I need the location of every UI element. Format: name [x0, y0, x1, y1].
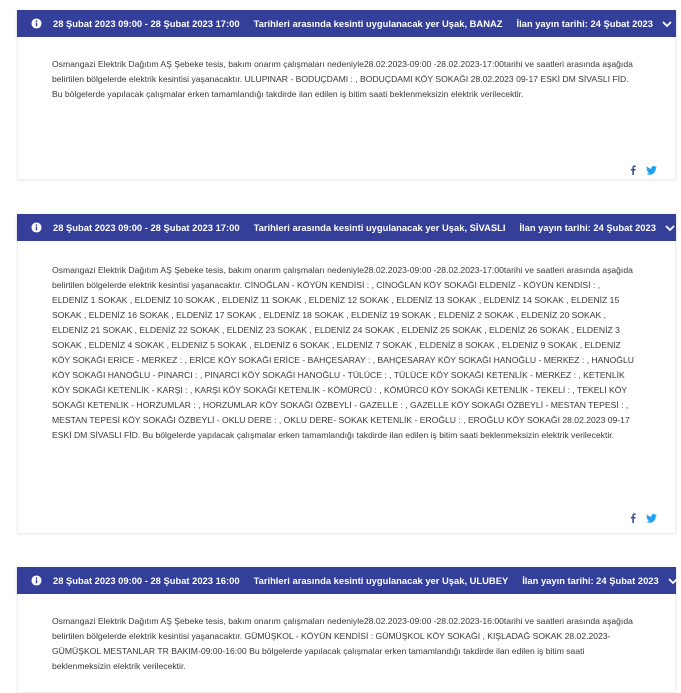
notice-location: Tarihleri arasında kesinti uygulanacak yer Uşak, ULUBEY: [253, 575, 509, 586]
twitter-icon[interactable]: [646, 166, 657, 175]
chevron-down-icon[interactable]: [664, 222, 676, 234]
notice-header-toggle[interactable]: [17, 10, 676, 37]
outage-notice-card: [17, 567, 676, 693]
facebook-icon[interactable]: [630, 513, 636, 523]
notice-header-toggle[interactable]: [17, 214, 676, 241]
notice-published-date: İlan yayın tarihi: 24 Şubat 2023: [522, 575, 659, 586]
chevron-down-icon[interactable]: [667, 575, 679, 587]
outage-notice-card: [17, 10, 676, 180]
notice-text: Osmangazi Elektrik Dağıtım AŞ Şebeke tesis, bakım onarım çalışmaları nedeniyle28.02.2023-09:00 -28.02.2023-17:00tarihi ve saatleri arasında aşağıda belirtilen bölgelerde elektrik kesintisi yaşanacaktır. CİNOĞLAN - KÖYÜN KENDİSİ : , CİNOĞLAN KÖY SOKAĞI ELDENİZ - KÖYÜN KENDİSİ : , ELDENİZ 1 SOKAK , ELDENİZ 10 SOKAK , ELDENİZ 11 SOKAK , ELDENİZ 12 SOKAK , ELDENİZ 13 SOKAK , ELDENİZ 14 SOKAK , ELDENİZ 15 SOKAK , ELDENİZ 16 SOKAK , ELDENİZ 17 SOKAK , ELDENİZ 18 SOKAK , ELDENİZ 19 SOKAK , ELDENİZ 2 SOKAK , ELDENİZ 20 SOKAK , ELDENİZ 21 SOKAK , ELDENİZ 22 SOKAK , ELDENİZ 23 SOKAK , ELDENİZ 24 SOKAK , ELDENİZ 25 SOKAK , ELDENİZ 26 SOKAK , ELDENİZ 3 SOKAK , ELDENİZ 4 SOKAK , ELDENİZ 5 SOKAK , ELDENİZ 6 SOKAK , ELDENİZ 7 SOKAK , ELDENİZ 8 SOKAK , ELDENİZ 9 SOKAK , ELDENİZ KÖY SOKAĞI ERİCE - MERKEZ : , ERİCE KÖY SOKAĞI ERİCE - BAHÇESARAY : , BAHÇESARAY KÖY SOKAĞI HANOĞLU - MERKEZ : , HANOĞLU KÖY SOKAĞI HANOĞLU - PINARCI : , PINARCI KÖY SOKAĞI HANOĞLU - TÜLÜCE : , TÜLÜCE KÖY SOKAĞI KETENLİK - MERKEZ : , KETENLİK KÖY SOKAĞI KETENLİK - KARŞI : , KARŞI KÖY SOKAĞI KETENLİK - KÖMÜRCÜ : , KÖMÜRCÜ KÖY SOKAĞI KETENLİK - TEKELİ : , TEKELİ KÖY SOKAĞI KETENLİK - HORZUMLAR : , HORZUMLAR KÖY SOKAĞI ÖZBEYLİ - GAZELLE : , GAZELLE KÖY SOKAĞI ÖZBEYLİ - MESTAN TEPESİ : , MESTAN TEPESİ KÖY SOKAĞI ÖZBEYLİ - OKLU DERE : , OKLU DERE- SOKAK KETENLİK - EROĞLU : , EROĞLU KÖY SOKAĞI 28.02.2023 09-17 ESKİ DM SİVASLI FİD. Bu bölgelerde yapılacak çalışmalar erken tamamlandığı takdirde ilan edilen iş bitim saati beklenmeksizin elektrik verilecektir.: [52, 265, 634, 440]
outage-notice-card: [17, 214, 676, 534]
notice-published-date: İlan yayın tarihi: 24 Şubat 2023: [516, 18, 653, 29]
share-bar: [630, 165, 657, 175]
chevron-down-icon[interactable]: [661, 18, 673, 30]
notice-text: Osmangazi Elektrik Dağıtım AŞ Şebeke tesis, bakım onarım çalışmaları nedeniyle28.02.2023-09:00 -28.02.2023-16:00tarihi ve saatleri arasında aşağıda belirtilen bölgelerde elektrik kesintisi yaşanacaktır. GÜMÜŞKOL - KÖYÜN KENDİSİ : GÜMÜŞKOL KÖY SOKAĞI , KIŞLADAĞ SOKAK 28.02.2023-GÜMÜŞKOL MESTANLAR TR BAKIM-09:00-16:00 Bu bölgelerde yapılacak çalışmalar erken tamamlandığı takdirde ilan edilen iş bitim saati beklenmeksizin elektrik verilecektir.: [52, 616, 633, 671]
info-icon: [31, 222, 42, 233]
notice-body: [17, 241, 676, 534]
notice-text: Osmangazi Elektrik Dağıtım AŞ Şebeke tesis, bakım onarım çalışmaları nedeniyle28.02.2023-09:00 -28.02.2023-17:00tarihi ve saatleri arasında aşağıda belirtilen bölgelerde elektrik kesintisi yaşanacaktır. ULUPINAR - BODUÇDAMI : , BODUÇDAMI KÖY SOKAĞI 28.02.2023 09-17 ESKİ DM SİVASLI FİD. Bu bölgelerde yapılacak çalışmalar erken tamamlandığı takdirde ilan edilen iş bitim saati beklenmeksizin elektrik verilecektir.: [52, 59, 633, 99]
notice-date-range: 28 Şubat 2023 09:00 - 28 Şubat 2023 17:00: [53, 222, 240, 233]
notice-header-toggle[interactable]: [17, 567, 676, 594]
notice-date-range: 28 Şubat 2023 09:00 - 28 Şubat 2023 16:00: [53, 575, 240, 586]
twitter-icon[interactable]: [646, 514, 657, 523]
info-icon: [31, 18, 42, 29]
notice-date-range: 28 Şubat 2023 09:00 - 28 Şubat 2023 17:00: [53, 18, 240, 29]
facebook-icon[interactable]: [630, 165, 636, 175]
notice-location: Tarihleri arasında kesinti uygulanacak yer Uşak, BANAZ: [253, 18, 503, 29]
notice-published-date: İlan yayın tarihi: 24 Şubat 2023: [519, 222, 656, 233]
share-bar: [630, 513, 657, 523]
notice-body: [17, 594, 676, 693]
notice-location: Tarihleri arasında kesinti uygulanacak yer Uşak, SİVASLI: [253, 222, 506, 233]
notice-body: [17, 37, 676, 180]
info-icon: [31, 575, 42, 586]
